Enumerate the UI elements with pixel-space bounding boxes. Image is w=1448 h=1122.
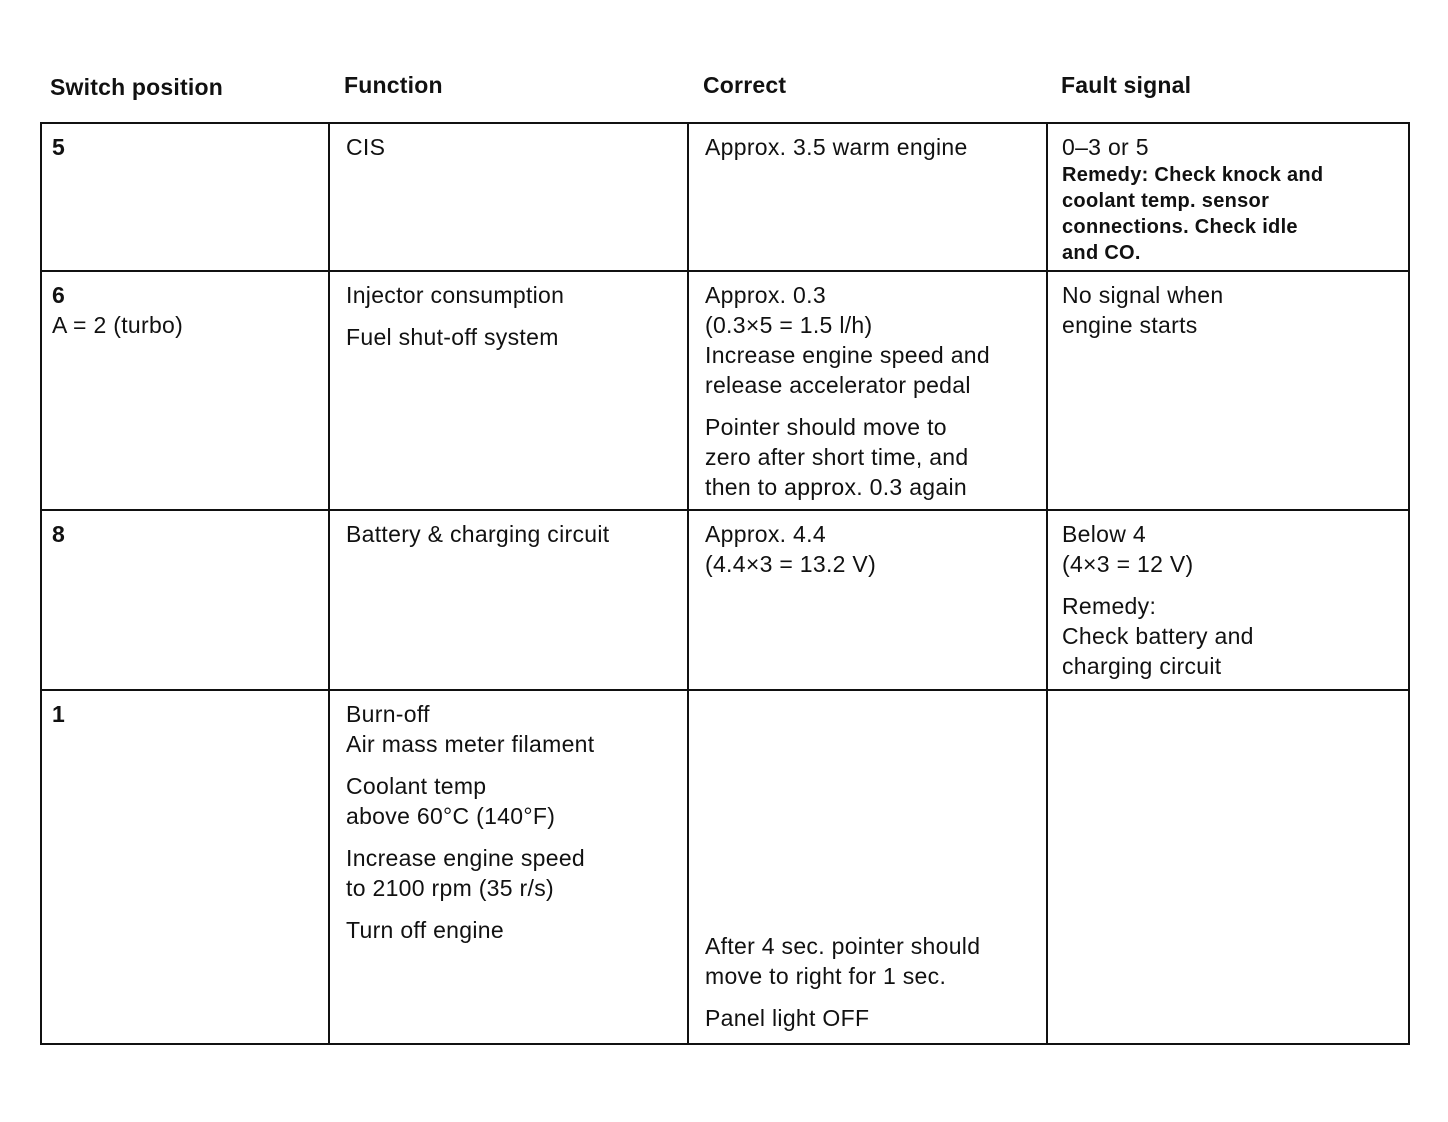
function-text: to 2100 rpm (35 r/s) <box>346 875 554 901</box>
cell-correct <box>688 271 1047 510</box>
cell-fault-signal <box>1047 510 1409 690</box>
remedy-text: connections. Check idle <box>1062 216 1298 238</box>
header-switch-position: Switch position <box>50 74 223 100</box>
function-text: Air mass meter filament <box>346 731 595 757</box>
cell-correct <box>688 123 1047 271</box>
correct-text: then to approx. 0.3 again <box>705 474 967 500</box>
cell-switch-position <box>41 123 329 271</box>
position-value: 8 <box>52 521 66 547</box>
fault-text: engine starts <box>1062 312 1198 338</box>
cell-fault-signal <box>1047 271 1409 510</box>
position-value: 6 <box>52 282 66 308</box>
cell-switch-position <box>41 690 329 1044</box>
correct-text: Increase engine speed and <box>705 342 990 368</box>
cell-switch-position <box>41 271 329 510</box>
correct-text: (0.3×5 = 1.5 l/h) <box>705 312 873 338</box>
fault-text: No signal when <box>1062 282 1224 308</box>
correct-text: Pointer should move to <box>705 414 947 440</box>
cell-function <box>329 123 688 271</box>
correct-text: (4.4×3 = 13.2 V) <box>705 551 877 577</box>
position-note: A = 2 (turbo) <box>52 312 184 338</box>
function-text: Increase engine speed <box>346 845 586 871</box>
cell-function <box>329 510 688 690</box>
fault-text: Below 4 <box>1062 521 1146 547</box>
position-value: 5 <box>52 134 66 160</box>
fault-text: Remedy: <box>1062 593 1157 619</box>
remedy-text: coolant temp. sensor <box>1062 190 1270 212</box>
cell-fault-signal <box>1047 123 1409 271</box>
correct-text: After 4 sec. pointer should <box>705 933 981 959</box>
fault-text: charging circuit <box>1062 653 1222 679</box>
function-text: above 60°C (140°F) <box>346 803 556 829</box>
correct-text: Panel light OFF <box>705 1005 870 1031</box>
diagnostic-table <box>40 122 1410 1045</box>
header-function: Function <box>344 72 443 98</box>
table-row <box>41 690 1409 1044</box>
fault-text: (4×3 = 12 V) <box>1062 551 1194 577</box>
function-text: CIS <box>346 134 386 160</box>
cell-function <box>329 690 688 1044</box>
function-text: Injector consumption <box>346 282 565 308</box>
cell-switch-position <box>41 510 329 690</box>
function-text: Burn-off <box>346 701 430 727</box>
table-row <box>41 123 1409 271</box>
cell-correct <box>688 510 1047 690</box>
position-value: 1 <box>52 701 66 727</box>
function-text: Battery & charging circuit <box>346 521 610 547</box>
table-row <box>41 510 1409 690</box>
cell-fault-signal <box>1047 690 1409 1044</box>
fault-text: Check battery and <box>1062 623 1254 649</box>
correct-text: zero after short time, and <box>705 444 969 470</box>
correct-text: release accelerator pedal <box>705 372 971 398</box>
cell-function <box>329 271 688 510</box>
correct-text: move to right for 1 sec. <box>705 963 947 989</box>
cell-correct <box>688 690 1047 1044</box>
correct-text: Approx. 4.4 <box>705 521 826 547</box>
header-correct: Correct <box>703 72 787 98</box>
header-fault-signal: Fault signal <box>1061 72 1192 98</box>
remedy-text: Remedy: Check knock and <box>1062 164 1324 186</box>
remedy-text: and CO. <box>1062 242 1141 264</box>
fault-text: 0–3 or 5 <box>1062 134 1149 160</box>
correct-text: Approx. 0.3 <box>705 282 826 308</box>
function-text: Fuel shut-off system <box>346 324 559 350</box>
correct-text: Approx. 3.5 warm engine <box>705 134 968 160</box>
table-row <box>41 271 1409 510</box>
function-text: Turn off engine <box>346 917 504 943</box>
function-text: Coolant temp <box>346 773 487 799</box>
